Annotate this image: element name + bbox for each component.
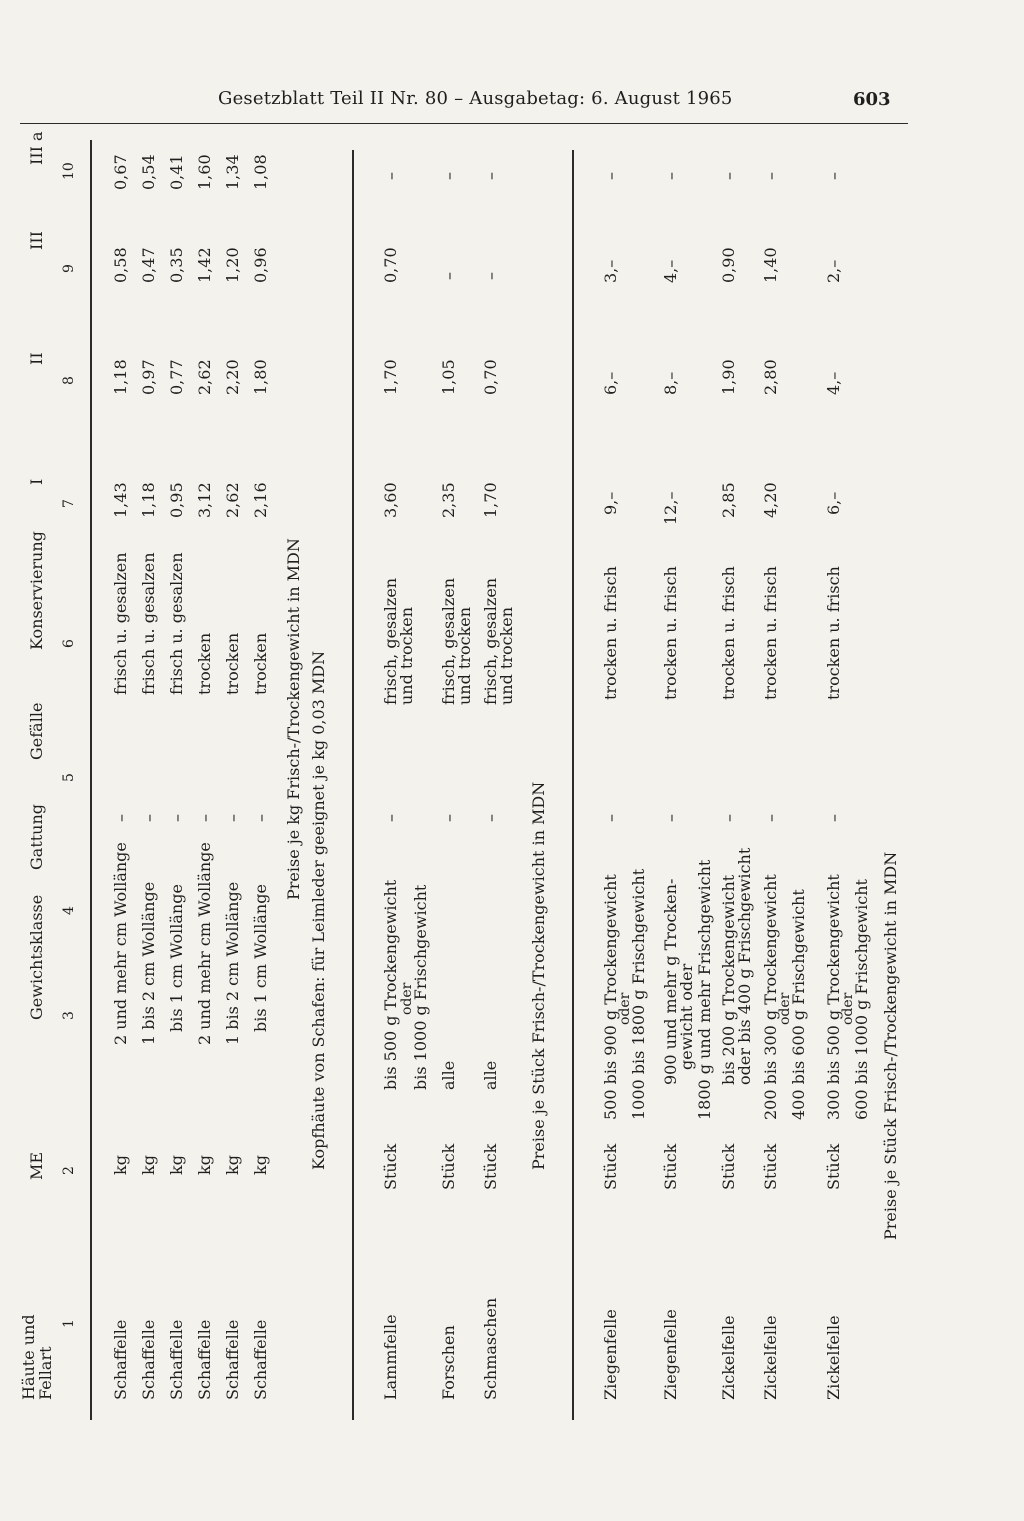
table-row-14-gewichtsklasse-line3: 600 bis 1000 g Frischgewicht	[852, 879, 871, 1120]
table-row-1-class-ii: 1,18	[111, 359, 130, 395]
table-row-12-class-ii: 1,90	[719, 359, 738, 395]
table-row-8-class-iiia: –	[439, 172, 458, 180]
table-row-2-konservierung: frisch u. gesalzen	[139, 552, 158, 695]
header-fellart-line1: Häute und	[19, 1314, 38, 1400]
table-row-7-gewichtsklasse-line3: bis 1000 g Frischgewicht	[411, 884, 430, 1090]
colnum-3: 3	[61, 1011, 77, 1020]
table-row-3-class-i: 0,95	[167, 482, 186, 518]
table-row-11-fellart: Ziegenfelle	[661, 1309, 680, 1400]
table-row-1-fellart: Schaffelle	[111, 1319, 130, 1400]
table-row-6-gewichtsklasse: bis 1 cm Wollänge	[251, 884, 270, 1032]
table-row-13-class-ii: 2,80	[761, 359, 780, 395]
table-row-1-class-iii: 0,58	[111, 247, 130, 283]
table-row-10-class-ii: 6,–	[601, 371, 620, 395]
table-row-6-class-iii: 0,96	[251, 247, 270, 283]
table-row-10-me: Stück	[601, 1143, 620, 1190]
table-row-3-class-iiia: 0,41	[167, 154, 186, 190]
table-row-14-class-iii: 2,–	[824, 259, 843, 283]
table-row-11-me: Stück	[661, 1143, 680, 1190]
table-row-14-fellart: Zickelfelle	[824, 1315, 843, 1400]
table-row-1-gefaelle: –	[111, 814, 130, 822]
table-row-1-class-i: 1,43	[111, 482, 130, 518]
colnum-1: 1	[61, 1319, 77, 1328]
table-row-8-konservierung-line2: und trocken	[455, 606, 474, 705]
table-row-4-me: kg	[195, 1155, 214, 1175]
table-row-11-class-ii: 8,–	[661, 371, 680, 395]
table-row-6-fellart: Schaffelle	[251, 1319, 270, 1400]
table-row-11-class-iii: 4,–	[661, 259, 680, 283]
table-row-12-me: Stück	[719, 1143, 738, 1190]
table-row-5-konservierung: trocken	[223, 632, 242, 695]
table-row-2-class-ii: 0,97	[139, 359, 158, 395]
table-row-14-class-ii: 4,–	[824, 371, 843, 395]
table-row-5-gewichtsklasse: 1 bis 2 cm Wollänge	[223, 881, 242, 1045]
header-separator	[90, 140, 92, 1420]
table-row-10-gewichtsklasse-line1: 500 bis 900 g Trockengewicht	[601, 874, 620, 1120]
table-row-6-konservierung: trocken	[251, 632, 270, 695]
price-table	[20, 130, 900, 1420]
table-row-14-konservierung: trocken u. frisch	[824, 566, 843, 700]
table-row-9-konservierung-line1: frisch, gesalzen	[481, 577, 500, 705]
table-row-11-konservierung: trocken u. frisch	[661, 566, 680, 700]
table-row-9-class-i: 1,70	[481, 482, 500, 518]
table-row-1-class-iiia: 0,67	[111, 154, 130, 190]
header-rule	[20, 123, 908, 124]
table-row-3-me: kg	[167, 1155, 186, 1175]
table-row-13-me: Stück	[761, 1143, 780, 1190]
table-row-7-class-i: 3,60	[381, 482, 400, 518]
header-gewichtsklasse: Gewichtsklasse	[27, 894, 46, 1020]
table-row-7-gewichtsklasse-line2: oder	[399, 982, 415, 1015]
table-row-7-me: Stück	[381, 1143, 400, 1190]
table-row-13-class-iiia: –	[761, 172, 780, 180]
section-separator-1	[352, 150, 354, 1420]
table-row-14-gefaelle: –	[824, 814, 843, 822]
colnum-5: 5	[61, 773, 77, 782]
table-row-4-gefaelle: –	[195, 814, 214, 822]
table-row-2-me: kg	[139, 1155, 158, 1175]
header-class-i: I	[27, 478, 46, 485]
table-row-11-gefaelle: –	[661, 814, 680, 822]
table-row-11-class-i: 12,–	[661, 491, 680, 525]
table-row-7-gewichtsklasse-line1: bis 500 g Trockengewicht	[381, 879, 400, 1090]
table-row-7-fellart: Lammfelle	[381, 1314, 400, 1400]
page-number: 603	[853, 89, 891, 110]
table-row-13-gefaelle: –	[761, 814, 780, 822]
table-row-10-class-iiia: –	[601, 172, 620, 180]
table-row-1-konservierung: frisch u. gesalzen	[111, 552, 130, 695]
table-row-12-fellart: Zickelfelle	[719, 1315, 738, 1400]
note-lamm-price: Preise je Stück Frisch-/Trockengewicht in MDN	[529, 781, 548, 1170]
note-schaf-price: Preise je kg Frisch-/Trockengewicht in MDN	[284, 538, 303, 900]
table-row-9-class-ii: 0,70	[481, 359, 500, 395]
table-row-12-gewichtsklasse-line2: oder bis 400 g Frischgewicht	[735, 847, 754, 1085]
table-row-12-konservierung: trocken u. frisch	[719, 566, 738, 700]
table-row-11-class-iiia: –	[661, 172, 680, 180]
header-class-iii: III	[27, 231, 46, 250]
table-row-3-gewichtsklasse: bis 1 cm Wollänge	[167, 884, 186, 1032]
table-row-5-me: kg	[223, 1155, 242, 1175]
table-row-3-class-ii: 0,77	[167, 359, 186, 395]
table-row-5-class-i: 2,62	[223, 482, 242, 518]
table-row-3-gefaelle: –	[167, 814, 186, 822]
gazette-title: Gesetzblatt Teil II Nr. 80 – Ausgabetag: 6. August 1965	[218, 88, 733, 109]
table-row-10-gefaelle: –	[601, 814, 620, 822]
table-row-2-gefaelle: –	[139, 814, 158, 822]
table-row-9-fellart: Schmaschen	[481, 1297, 500, 1400]
note-ziegen-price: Preise je Stück Frisch-/Trockengewicht in MDN	[881, 851, 900, 1240]
table-row-8-gefaelle: –	[439, 814, 458, 822]
table-row-4-class-iii: 1,42	[195, 247, 214, 283]
table-row-7-class-iiia: –	[381, 172, 400, 180]
table-row-2-fellart: Schaffelle	[139, 1319, 158, 1400]
table-row-8-me: Stück	[439, 1143, 458, 1190]
table-row-5-fellart: Schaffelle	[223, 1319, 242, 1400]
table-row-11-gewichtsklasse-line2: gewicht oder	[677, 963, 696, 1070]
table-row-13-gewichtsklasse-line1: 200 bis 300 g Trockengewicht	[761, 874, 780, 1120]
table-row-2-class-iii: 0,47	[139, 247, 158, 283]
table-row-14-class-iiia: –	[824, 172, 843, 180]
header-konservierung: Konservierung	[27, 531, 46, 650]
table-row-10-class-iii: 3,–	[601, 259, 620, 283]
header-me: ME	[27, 1151, 46, 1180]
table-row-7-class-iii: 0,70	[381, 247, 400, 283]
table-row-8-class-iii: –	[439, 272, 458, 280]
table-row-7-gefaelle: –	[381, 814, 400, 822]
section-separator-2	[572, 150, 574, 1420]
table-row-5-gefaelle: –	[223, 814, 242, 822]
table-row-12-class-i: 2,85	[719, 482, 738, 518]
colnum-2: 2	[61, 1166, 77, 1175]
header-gefaelle: Gefälle	[27, 702, 46, 760]
table-row-4-class-i: 3,12	[195, 482, 214, 518]
header-gattung: Gattung	[27, 803, 46, 870]
table-row-12-class-iii: 0,90	[719, 247, 738, 283]
colnum-7: 7	[61, 499, 77, 508]
table-row-7-class-ii: 1,70	[381, 359, 400, 395]
table-row-13-class-iii: 1,40	[761, 247, 780, 283]
table-row-3-fellart: Schaffelle	[167, 1319, 186, 1400]
table-row-8-fellart: Forschen	[439, 1325, 458, 1400]
colnum-8: 8	[61, 376, 77, 385]
table-row-2-class-i: 1,18	[139, 482, 158, 518]
table-row-6-class-ii: 1,80	[251, 359, 270, 395]
table-row-13-gewichtsklasse-line2: oder	[777, 992, 793, 1025]
table-row-7-konservierung-line2: und trocken	[397, 606, 416, 705]
table-row-12-class-iiia: –	[719, 172, 738, 180]
header-class-iiia: III a	[27, 131, 46, 165]
table-row-8-class-ii: 1,05	[439, 359, 458, 395]
table-row-8-konservierung-line1: frisch, gesalzen	[439, 577, 458, 705]
table-row-10-class-i: 9,–	[601, 491, 620, 515]
table-row-3-konservierung: frisch u. gesalzen	[167, 552, 186, 695]
table-row-13-gewichtsklasse-line3: 400 bis 600 g Frischgewicht	[789, 889, 808, 1120]
table-row-1-me: kg	[111, 1155, 130, 1175]
running-header	[0, 88, 1024, 114]
table-row-7-konservierung-line1: frisch, gesalzen	[381, 577, 400, 705]
table-row-10-gewichtsklasse-line2: oder	[617, 992, 633, 1025]
table-row-9-me: Stück	[481, 1143, 500, 1190]
table-row-9-class-iii: –	[481, 272, 500, 280]
table-row-5-class-iiia: 1,34	[223, 154, 242, 190]
table-row-4-gewichtsklasse: 2 und mehr cm Wollänge	[195, 842, 214, 1045]
table-row-10-konservierung: trocken u. frisch	[601, 566, 620, 700]
note-kopfhaeute: Kopfhäute von Schafen: für Leimleder geeignet je kg 0,03 MDN	[309, 650, 328, 1170]
table-row-14-me: Stück	[824, 1143, 843, 1190]
table-row-9-class-iiia: –	[481, 172, 500, 180]
table-row-11-gewichtsklasse-line1: 900 und mehr g Trocken-	[661, 878, 680, 1085]
table-row-6-gefaelle: –	[251, 814, 270, 822]
colnum-9: 9	[61, 264, 77, 273]
table-row-2-gewichtsklasse: 1 bis 2 cm Wollänge	[139, 881, 158, 1045]
table-row-4-konservierung: trocken	[195, 632, 214, 695]
table-row-9-gefaelle: –	[481, 814, 500, 822]
table-row-14-class-i: 6,–	[824, 491, 843, 515]
table-row-9-gewichtsklasse: alle	[481, 1060, 500, 1090]
table-row-14-gewichtsklasse-line1: 300 bis 500 g Trockengewicht	[824, 874, 843, 1120]
table-row-9-konservierung-line2: und trocken	[497, 606, 516, 705]
header-class-ii: II	[27, 352, 46, 365]
table-row-1-gewichtsklasse: 2 und mehr cm Wollänge	[111, 842, 130, 1045]
table-row-10-gewichtsklasse-line3: 1000 bis 1800 g Frischgewicht	[629, 868, 648, 1120]
table-row-5-class-iii: 1,20	[223, 247, 242, 283]
table-row-2-class-iiia: 0,54	[139, 154, 158, 190]
table-row-3-class-iii: 0,35	[167, 247, 186, 283]
colnum-6: 6	[61, 639, 77, 648]
table-row-4-fellart: Schaffelle	[195, 1319, 214, 1400]
table-row-10-fellart: Ziegenfelle	[601, 1309, 620, 1400]
colnum-4: 4	[61, 906, 77, 915]
table-row-5-class-ii: 2,20	[223, 359, 242, 395]
header-fellart-line2: Fellart	[36, 1346, 55, 1400]
table-row-14-gewichtsklasse-line2: oder	[840, 992, 856, 1025]
table-row-4-class-iiia: 1,60	[195, 154, 214, 190]
table-row-6-me: kg	[251, 1155, 270, 1175]
table-row-11-gewichtsklasse-line3: 1800 g und mehr Frischgewicht	[695, 859, 714, 1120]
table-row-6-class-iiia: 1,08	[251, 154, 270, 190]
table-row-8-gewichtsklasse: alle	[439, 1060, 458, 1090]
colnum-10: 10	[61, 162, 77, 180]
table-row-13-konservierung: trocken u. frisch	[761, 566, 780, 700]
table-row-8-class-i: 2,35	[439, 482, 458, 518]
table-row-12-gewichtsklasse-line1: bis 200 g Trockengewicht	[719, 874, 738, 1085]
table-row-4-class-ii: 2,62	[195, 359, 214, 395]
table-row-12-gefaelle: –	[719, 814, 738, 822]
table-row-13-class-i: 4,20	[761, 482, 780, 518]
table-row-6-class-i: 2,16	[251, 482, 270, 518]
table-row-13-fellart: Zickelfelle	[761, 1315, 780, 1400]
